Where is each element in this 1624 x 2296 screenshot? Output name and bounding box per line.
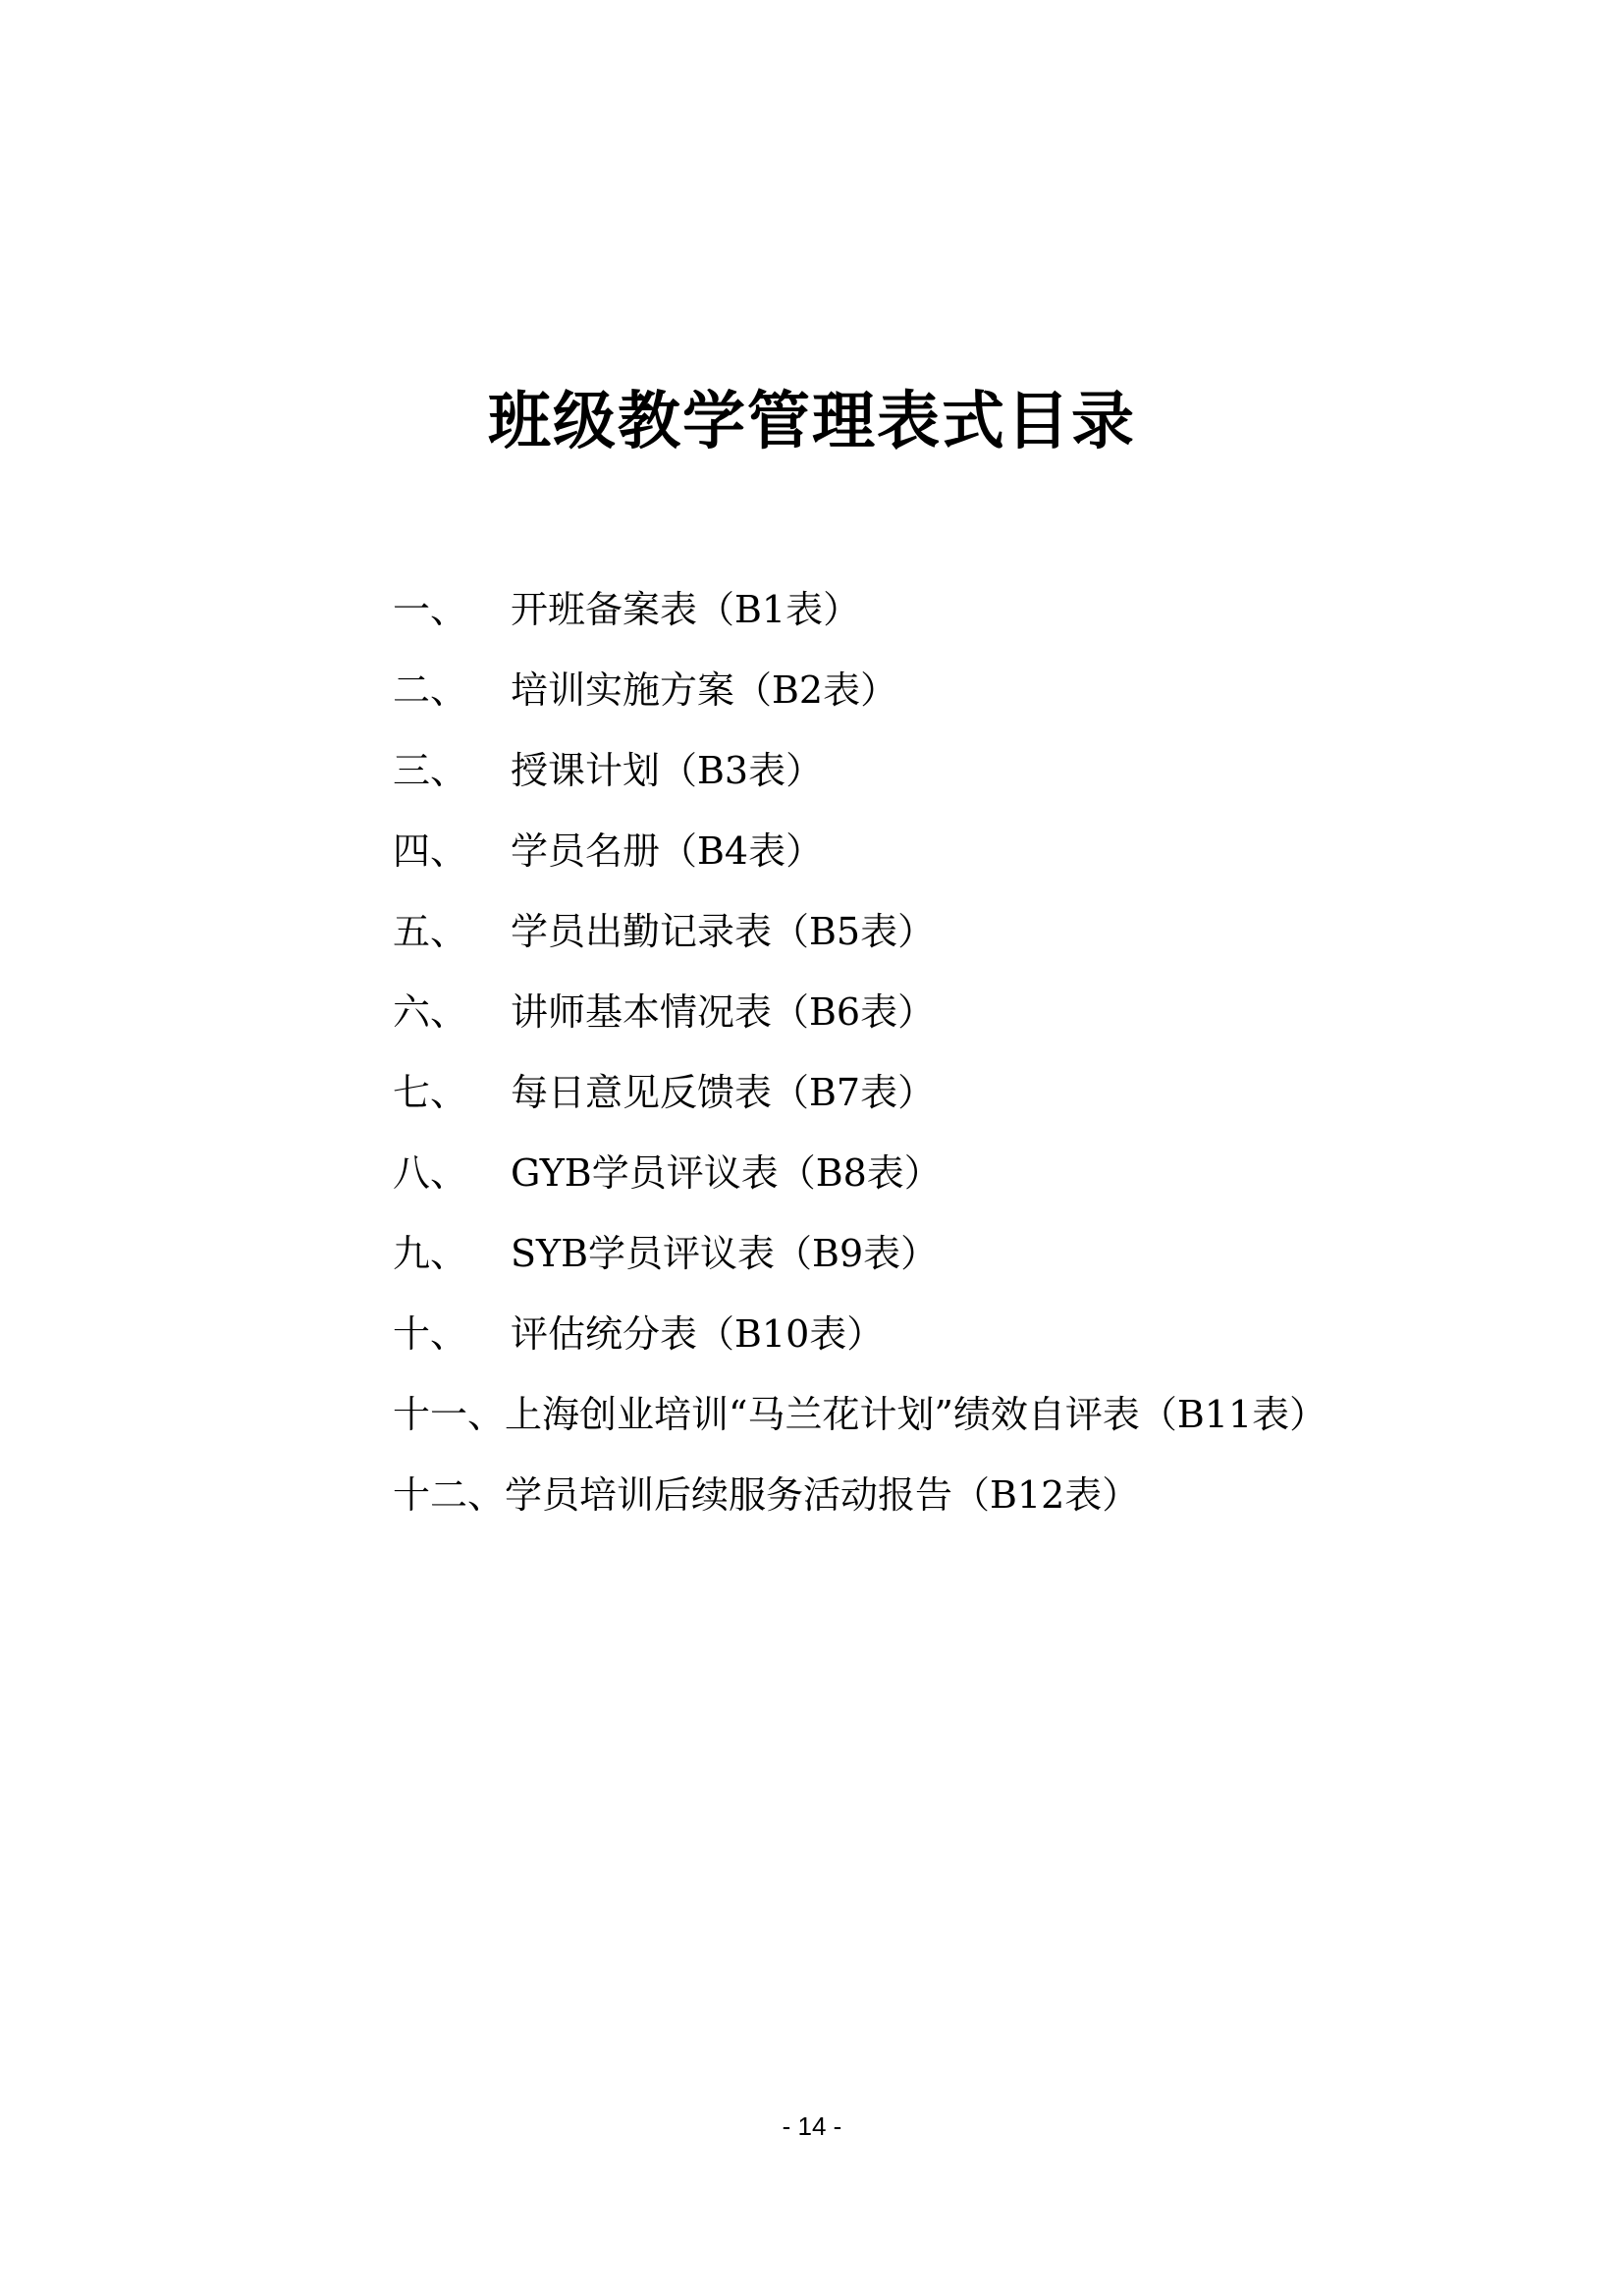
toc-item bbox=[393, 1455, 1571, 1535]
toc-item-title: 上海创业培训“马兰花计划”绩效自评表（B11表） bbox=[505, 1393, 1327, 1436]
toc-item-title: 开班备案表（B1表） bbox=[511, 588, 861, 631]
toc-item bbox=[393, 811, 1571, 891]
toc-item-number: 三、 bbox=[393, 749, 468, 792]
toc-item-title: 每日意见反馈表（B7表） bbox=[511, 1071, 936, 1114]
toc-item-title: GYB学员评议表（B8表） bbox=[511, 1151, 942, 1195]
toc-item bbox=[393, 1213, 1571, 1294]
toc-item-title: 学员名册（B4表） bbox=[511, 829, 824, 873]
toc-item-title: 授课计划（B3表） bbox=[511, 749, 824, 792]
page-title: 班级教学管理表式目录 bbox=[488, 385, 1136, 458]
toc-item bbox=[393, 972, 1571, 1052]
toc-item bbox=[393, 1374, 1571, 1455]
toc-item bbox=[393, 569, 1571, 650]
toc-item-number: 二、 bbox=[393, 668, 468, 712]
toc-item-number: 四、 bbox=[393, 829, 468, 873]
toc-item-title: 培训实施方案（B2表） bbox=[511, 668, 898, 712]
toc-item-number: 六、 bbox=[393, 990, 468, 1034]
toc-item bbox=[393, 891, 1571, 972]
toc-item-title: 学员出勤记录表（B5表） bbox=[511, 910, 936, 953]
toc-item-number: 十二、 bbox=[393, 1473, 506, 1517]
toc-item-number: 五、 bbox=[393, 910, 468, 953]
table-of-contents bbox=[393, 569, 1571, 1535]
toc-item bbox=[393, 730, 1571, 811]
toc-item-title: 学员培训后续服务活动报告（B12表） bbox=[505, 1473, 1140, 1517]
toc-item-number: 九、 bbox=[393, 1232, 468, 1275]
toc-item-number: 十、 bbox=[393, 1312, 468, 1356]
toc-item-title: 评估统分表（B10表） bbox=[511, 1312, 885, 1356]
toc-item-number: 十一、 bbox=[393, 1393, 506, 1436]
toc-item-title: SYB学员评议表（B9表） bbox=[511, 1232, 939, 1275]
toc-item-number: 一、 bbox=[393, 588, 468, 631]
toc-item-number: 七、 bbox=[393, 1071, 468, 1114]
toc-item-title: 讲师基本情况表（B6表） bbox=[511, 990, 936, 1034]
toc-item bbox=[393, 1052, 1571, 1133]
page-number: - 14 - bbox=[782, 2111, 842, 2141]
toc-item bbox=[393, 1294, 1571, 1374]
toc-item bbox=[393, 1133, 1571, 1213]
toc-item-number: 八、 bbox=[393, 1151, 468, 1195]
toc-item bbox=[393, 650, 1571, 730]
